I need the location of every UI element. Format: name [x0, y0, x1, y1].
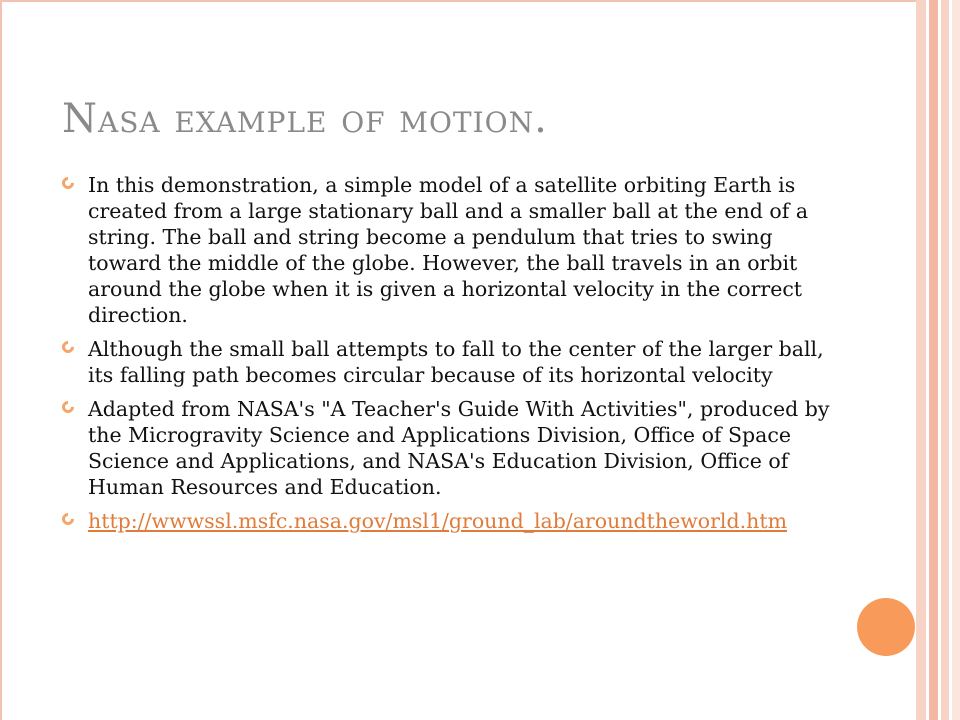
- bullet-ring-icon: [60, 399, 77, 416]
- stripe-3: [929, 0, 938, 720]
- bullet-item: [62, 508, 832, 534]
- bullet-item: [62, 172, 832, 328]
- nasa-link[interactable]: http://wwwssl.msfc.nasa.gov/msl1/ground_lab/aroundtheworld.htm: [88, 509, 788, 533]
- slide-title: Nasa example of motion.: [62, 96, 548, 142]
- bullet-ring-icon: [60, 339, 77, 356]
- stripe-5: [941, 0, 949, 720]
- bullet-text: Adapted from NASA's "A Teacher's Guide With Activities", produced by the Microgravity Science and Applications Division, Office of Space Science and Applications, and NASA's Education Division, Office of Human Resources and Education.: [88, 397, 830, 499]
- decorative-orange-circle: [857, 598, 915, 656]
- stripe-7: [952, 0, 960, 720]
- bullet-item: [62, 336, 832, 388]
- bullet-list: [62, 172, 832, 542]
- bullet-text: In this demonstration, a simple model of a satellite orbiting Earth is created from a large stationary ball and a smaller ball at the end of a string. The ball and string become a pendulum that tries to swing toward the middle of the globe. However, the ball travels in an orbit around the globe when it is given a horizontal velocity in the correct direction.: [88, 173, 809, 327]
- stripe-1: [916, 0, 926, 720]
- bullet-ring-icon: [60, 175, 77, 192]
- bullet-text: Although the small ball attempts to fall to the center of the larger ball, its falling path becomes circular because of its horizontal velocity: [88, 337, 824, 387]
- bullet-item: [62, 396, 832, 500]
- bullet-ring-icon: [60, 511, 77, 528]
- decorative-stripes: [916, 0, 960, 720]
